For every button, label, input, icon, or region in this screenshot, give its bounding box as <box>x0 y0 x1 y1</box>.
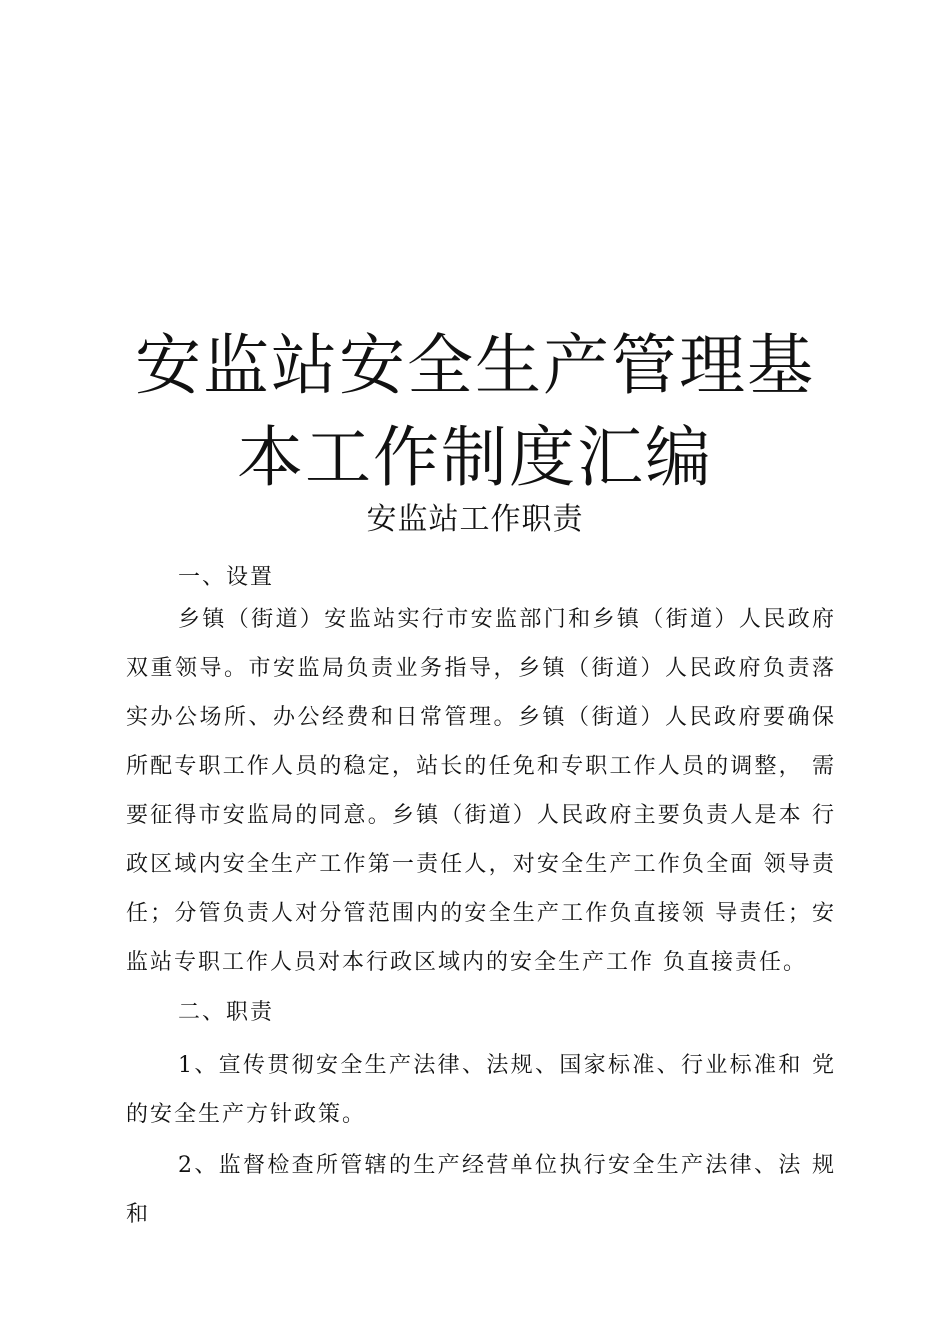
section-heading-setup: 一、设置 <box>178 565 275 590</box>
section-paragraph-setup: 乡镇（街道）安监站实行市安监部门和乡镇（街道）人民政府双重领导。市安监局负责业务指导，乡镇（街道）人民政府负责落实办公场所、办公经费和日常管理。乡镇（街道）人民政府要确保所配专职工作人员的稳定，站长的任免和专职工作人员的调整， 需要征得市安监局的同意。乡镇（街道）人民政府主要负责人是本 行政区域内安全生产工作第一责任人，对安全生产工作负全面 领导责任；分管负责人对分管范围内的安全生产工作负直接领 导责任；安监站专职工作人员对本行政区域内的安全生产工作 负直接责任。 <box>126 607 836 975</box>
document-subtitle: 安监站工作职责 <box>366 502 584 537</box>
section-heading-duties: 二、职责 <box>178 1000 275 1025</box>
document-title-line-1: 安监站安全生产管理基 <box>135 327 815 404</box>
document-title-line-2: 本工作制度汇编 <box>237 419 713 496</box>
duty-item-1: 1、宣传贯彻安全生产法律、法规、国家标准、行业标准和 党的安全生产方针政策。 <box>126 1053 836 1127</box>
duty-item-2: 2、监督检查所管辖的生产经营单位执行安全生产法律、法 规和 <box>126 1153 836 1227</box>
